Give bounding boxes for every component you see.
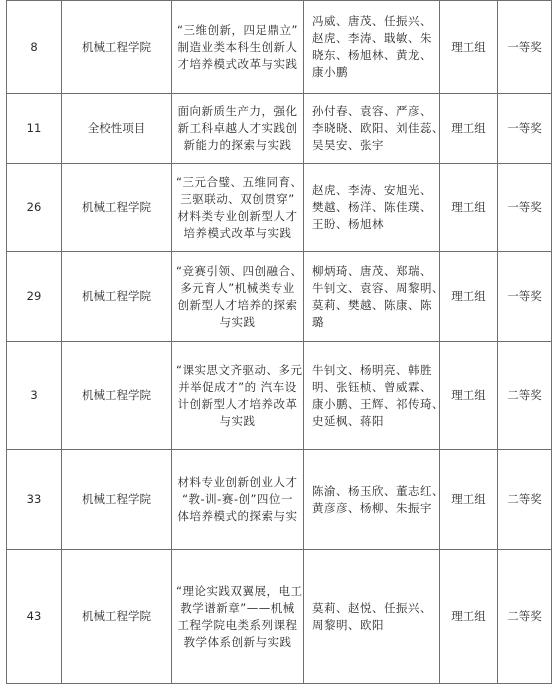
award-level-cell: 一等奖 <box>498 94 552 164</box>
team-members-cell <box>304 252 444 342</box>
department-cell: 机械工程学院 <box>62 164 172 252</box>
project-title-line: “教-训-赛-创”四位一 <box>182 492 293 506</box>
team-members-line: 樊越、杨洋、陈佳璞、 <box>312 200 432 214</box>
group-cell: 理工组 <box>440 252 498 342</box>
project-title-line: 材料类专业创新型人才 <box>177 208 298 223</box>
project-title-line: 教学体系创新与实践 <box>183 634 292 649</box>
team-members-line: 黄彦彦、杨柳、朱振宇 <box>312 500 432 515</box>
table-row <box>7 550 552 684</box>
team-members-line: 吴昊安、张宇 <box>312 138 384 152</box>
project-title-line: 创新型人才培养的探索 <box>177 297 298 312</box>
table-row <box>7 94 552 164</box>
project-title-line: 培养模式改革与实践 <box>183 225 292 240</box>
project-title-line: 多元育人”机械类专业 <box>180 280 295 295</box>
group-cell: 理工组 <box>440 550 498 684</box>
department-cell: 机械工程学院 <box>62 550 172 684</box>
group-cell: 理工组 <box>440 1 498 94</box>
team-members-line: 康小鹏、王辉、祁传琦、 <box>312 396 444 411</box>
project-title-cell <box>172 94 304 164</box>
team-members-line: 冯威、唐茂、任振兴、 <box>312 14 432 28</box>
project-title-line: “三维创新，四足鼎立” <box>177 22 298 37</box>
row-number: 8 <box>7 1 62 94</box>
team-members-cell <box>304 164 440 252</box>
table-row <box>7 164 552 252</box>
department-cell: 机械工程学院 <box>62 342 172 450</box>
team-members-cell <box>304 450 444 550</box>
team-members-line: 莫莉、赵悦、任振兴、 <box>312 600 432 615</box>
project-title-line: 教学谱新章”——机械 <box>180 600 295 615</box>
team-members-line: 赵虎、李涛、戢敏、朱 <box>312 31 432 45</box>
group-cell: 理工组 <box>440 94 498 164</box>
project-title-line: 新能力的探索与实践 <box>183 138 292 152</box>
project-title-line: 制造业类本科生创新人 <box>177 39 298 54</box>
department-cell: 全校性项目 <box>62 94 172 164</box>
table-row <box>7 342 552 450</box>
department-cell: 机械工程学院 <box>62 450 172 550</box>
project-title-cell <box>172 252 304 342</box>
team-members-line: 周黎明、欧阳 <box>312 617 384 632</box>
project-title-cell <box>172 164 304 252</box>
award-level-cell: 一等奖 <box>498 1 552 94</box>
project-title-line: “三元合璧、五维同育、 <box>176 174 303 189</box>
table-row <box>7 1 552 94</box>
team-members-line: 莫莉、樊越、陈康、陈 <box>312 297 432 312</box>
group-cell: 理工组 <box>440 342 498 450</box>
project-title-line: 工程学院电类系列课程 <box>177 617 298 632</box>
team-members-line: 康小鹏 <box>312 65 348 79</box>
project-title-line: 体培养模式的探索与实 <box>177 509 298 523</box>
awards-table <box>6 0 552 684</box>
project-title-cell <box>172 550 304 684</box>
award-level-cell: 二等奖 <box>498 342 552 450</box>
project-title-cell <box>172 450 304 550</box>
team-members-line: 晓东、杨旭林、黄龙、 <box>312 48 432 62</box>
table-row <box>7 450 552 550</box>
project-title-line: “课实思文齐驱动、多元 <box>176 362 303 377</box>
team-members-line: 李晓晓、欧阳、刘佳蕊、 <box>312 121 444 135</box>
row-number: 29 <box>7 252 62 342</box>
row-number: 43 <box>7 550 62 684</box>
table-row <box>7 252 552 342</box>
group-cell: 理工组 <box>440 450 498 550</box>
project-title-line: 材料专业创新创业人才 <box>177 475 298 489</box>
project-title-line: 与实践 <box>219 314 256 329</box>
team-members-line: 明、张钰桢、曾威霖、 <box>312 379 432 394</box>
award-level-cell: 一等奖 <box>498 164 552 252</box>
row-number: 33 <box>7 450 62 550</box>
department-cell: 机械工程学院 <box>62 1 172 94</box>
team-members-cell <box>304 342 444 450</box>
group-cell: 理工组 <box>440 164 498 252</box>
team-members-line: 王盼、杨旭林 <box>312 217 384 231</box>
project-title-line: 新工科卓越人才实践创 <box>177 121 298 135</box>
row-number: 11 <box>7 94 62 164</box>
project-title-cell <box>172 342 304 450</box>
team-members-line: 柳炳琦、唐茂、郑瑞、 <box>312 263 432 278</box>
award-level-cell: 一等奖 <box>498 252 552 342</box>
team-members-cell <box>304 94 444 164</box>
team-members-cell <box>304 550 440 684</box>
team-members-line: 陈渝、杨玉欣、董志红、 <box>312 483 444 498</box>
project-title-line: 计创新型人才培养改革 <box>177 396 298 411</box>
project-title-line: 与实践 <box>219 413 256 428</box>
team-members-line: 牛钊文、杨明亮、韩胜 <box>312 362 432 377</box>
project-title-line: “理论实践双翼展，电工 <box>176 583 303 598</box>
team-members-line: 赵虎、李涛、安旭光、 <box>312 183 432 197</box>
project-title-cell <box>172 1 304 94</box>
row-number: 26 <box>7 164 62 252</box>
project-title-line: 面向新质生产力，强化 <box>177 104 298 118</box>
project-title-line: “竞赛引领、四创融合、 <box>176 263 303 278</box>
project-title-line: 才培养模式改革与实践 <box>177 56 298 71</box>
team-members-line: 史延枫、蒋阳 <box>312 413 384 428</box>
team-members-line: 孙付春、袁容、严彦、 <box>312 104 432 118</box>
project-title-line: 并举促成才”的 汽车设 <box>178 379 297 394</box>
project-title-line: 三驱联动、双创贯穿” <box>180 191 295 206</box>
team-members-line: 璐 <box>312 314 324 329</box>
team-members-cell <box>304 1 440 94</box>
row-number: 3 <box>7 342 62 450</box>
award-level-cell: 二等奖 <box>498 550 552 684</box>
awards-table-body <box>7 1 552 684</box>
award-level-cell: 二等奖 <box>498 450 552 550</box>
department-cell: 机械工程学院 <box>62 252 172 342</box>
team-members-line: 牛钊文、袁容、周黎明、 <box>312 280 444 295</box>
